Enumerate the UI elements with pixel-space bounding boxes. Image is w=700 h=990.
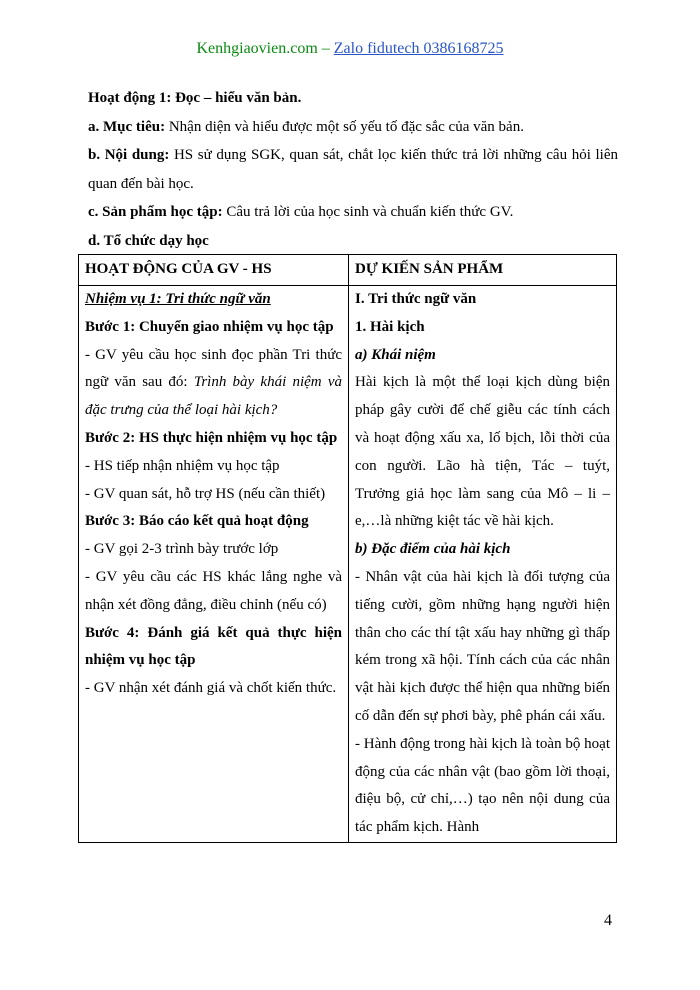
step4-title: Bước 4: Đánh giá kết quả thực hiện nhiệm vụ học tập xyxy=(85,624,342,669)
goal-text: Nhận diện và hiểu được một số yếu tố đặc sắc của văn bản. xyxy=(165,118,524,135)
right-cell xyxy=(349,286,617,843)
subsection-title: 1. Hài kịch xyxy=(355,318,425,335)
goal-label: a. Mục tiêu: xyxy=(88,118,166,135)
header-site[interactable]: Kenhgiaovien.com xyxy=(196,40,318,57)
step1-text-b: Trình bày khái niệm và đặc trưng của thể loại hài kịch? xyxy=(85,374,342,419)
definition-title: a) Khái niệm xyxy=(355,346,436,363)
section-title: I. Tri thức ngữ văn xyxy=(355,291,477,307)
content-text: HS sử dụng SGK, quan sát, chắt lọc kiến thức trả lời những câu hỏi liên quan đến bài học. xyxy=(88,147,618,192)
step2-text-a: - HS tiếp nhận nhiệm vụ học tập xyxy=(85,457,280,474)
step1-text xyxy=(85,342,342,425)
features-text-1: - Nhân vật của hài kịch là đối tượng của tiếng cười, gồm những hạng người hiện thân cho các thí tật xấu hay những gì thấp kém trong xã hội. Tính cách của các nhân vật hài kịch được thể hiện qua những biến cố dẫn đến sự phơi bày, phê phán cái xấu. xyxy=(355,568,610,724)
left-cell xyxy=(79,286,349,843)
task-title: Nhiệm vụ 1: Tri thức ngữ văn xyxy=(85,291,271,307)
head-right: DỰ KIẾN SẢN PHẨM xyxy=(349,255,617,286)
features-title: b) Đặc điểm của hài kịch xyxy=(355,541,511,558)
step4-text-a: - GV nhận xét đánh giá và chốt kiến thức. xyxy=(85,680,337,697)
step3-text-a: - GV gọi 2-3 trình bày trước lớp xyxy=(85,541,279,558)
page-number: 4 xyxy=(604,912,612,929)
step2-text-b: - GV quan sát, hỗ trợ HS (nếu cần thiết) xyxy=(85,485,326,502)
definition-text: Hài kịch là một thể loại kịch dùng biện pháp gây cười để chế giễu các tính cách và hoạt động xấu xa, lố bịch, lỗi thời của con người. Lão hà tiện, Tác – tuýt, Trưởng giả học làm sang của Mô – li – e,…là những kiệt tác về hài kịch. xyxy=(355,374,610,530)
product-line xyxy=(88,198,618,227)
head-left: HOẠT ĐỘNG CỦA GV - HS xyxy=(79,255,349,286)
step1-text-a: - GV yêu cầu học sinh đọc phần Tri thức ngữ văn sau đó: xyxy=(85,346,342,391)
page-header xyxy=(0,40,700,58)
content-label: b. Nội dung: xyxy=(88,147,170,163)
step2-title: Bước 2: HS thực hiện nhiệm vụ học tập xyxy=(85,429,338,446)
goal-line xyxy=(88,113,618,142)
step1-title: Bước 1: Chuyển giao nhiệm vụ học tập xyxy=(85,318,334,335)
table-row xyxy=(79,286,617,843)
content-line xyxy=(88,141,618,198)
step3-title: Bước 3: Báo cáo kết quả hoạt động xyxy=(85,513,309,530)
org-label: d. Tổ chức dạy học xyxy=(88,232,209,249)
table-header-row xyxy=(79,255,617,286)
header-zalo-link[interactable]: Zalo fidutech 0386168725 xyxy=(333,40,504,57)
step3-text-b: - GV yêu cầu các HS khác lắng nghe và nhận xét đồng đẳng, điều chỉnh (nếu có) xyxy=(85,568,342,613)
activity-title: Hoạt động 1: Đọc – hiểu văn bản. xyxy=(88,90,302,106)
lesson-table xyxy=(78,254,617,843)
intro-section xyxy=(88,84,618,255)
product-text: Câu trả lời của học sinh và chuẩn kiến thức GV. xyxy=(222,204,514,220)
product-label: c. Sản phẩm học tập: xyxy=(88,204,223,220)
features-text-2: - Hành động trong hài kịch là toàn bộ hoạt động của các nhân vật (bao gồm lời thoại, điệu bộ, cử chỉ,…) tạo nên nội dung của tác phẩm kịch. Hành xyxy=(355,735,610,836)
header-separator: – xyxy=(317,40,334,57)
